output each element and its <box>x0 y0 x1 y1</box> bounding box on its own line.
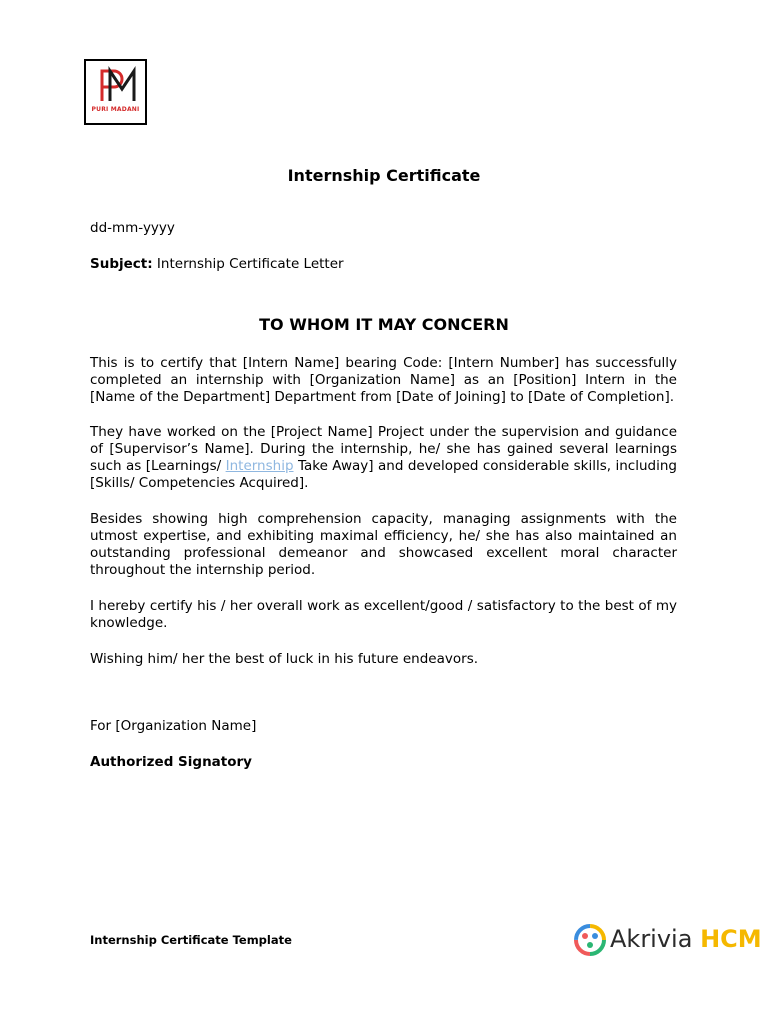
footer-template-label: Internship Certificate Template <box>90 933 292 947</box>
subject-text: Internship Certificate Letter <box>152 256 344 272</box>
document-title: Internship Certificate <box>287 166 481 185</box>
salutation-heading: TO WHOM IT MAY CONCERN <box>259 315 509 334</box>
company-logo <box>84 59 147 125</box>
paragraph-project-text-1: They have worked on the [Project Name] Project under the supervision and guidance of [Supervisor’s Name]. During the internship, he/ she has gained several learnings such as [Learnings/ <box>90 424 677 474</box>
logo-text: PURI MADANI <box>91 106 140 113</box>
authorized-signatory: Authorized Signatory <box>90 754 252 770</box>
brand-wordmark <box>610 924 762 954</box>
paragraph-certification: This is to certify that [Intern Name] bearing Code: [Intern Number] has successfully completed an internship with [Organization Name] as an [Position] Intern in the [Name of the Department] Department from [Date of Joining] to [Date of Completion]. <box>90 355 677 405</box>
paragraph-rating: I hereby certify his / her overall work as excellent/good / satisfactory to the best of my knowledge. <box>90 598 677 631</box>
akrivia-people-icon <box>572 922 608 958</box>
paragraph-project <box>90 424 677 492</box>
pm-monogram-icon <box>92 65 142 107</box>
paragraph-conduct: Besides showing high comprehension capacity, managing assignments with the utmost expertise, and exhibiting maximal efficiency, he/ she has also maintained an outstanding professional demeanor and showcased excellent moral character throughout the internship period. <box>90 511 677 578</box>
subject-line <box>90 256 344 272</box>
paragraph-wishes: Wishing him/ her the best of luck in his future endeavors. <box>90 651 479 667</box>
subject-label: Subject: <box>90 256 153 272</box>
date-line: dd-mm-yyyy <box>90 220 175 236</box>
brand-suffix: HCM <box>700 925 762 953</box>
closing-organization: For [Organization Name] <box>90 718 257 734</box>
internship-link[interactable]: Internship <box>225 458 294 474</box>
brand-name: Akrivia <box>610 925 693 953</box>
paragraph-project-text-2: Take Away] and developed considerable skills, including [Skills/ Competencies Acquired]. <box>90 458 677 491</box>
